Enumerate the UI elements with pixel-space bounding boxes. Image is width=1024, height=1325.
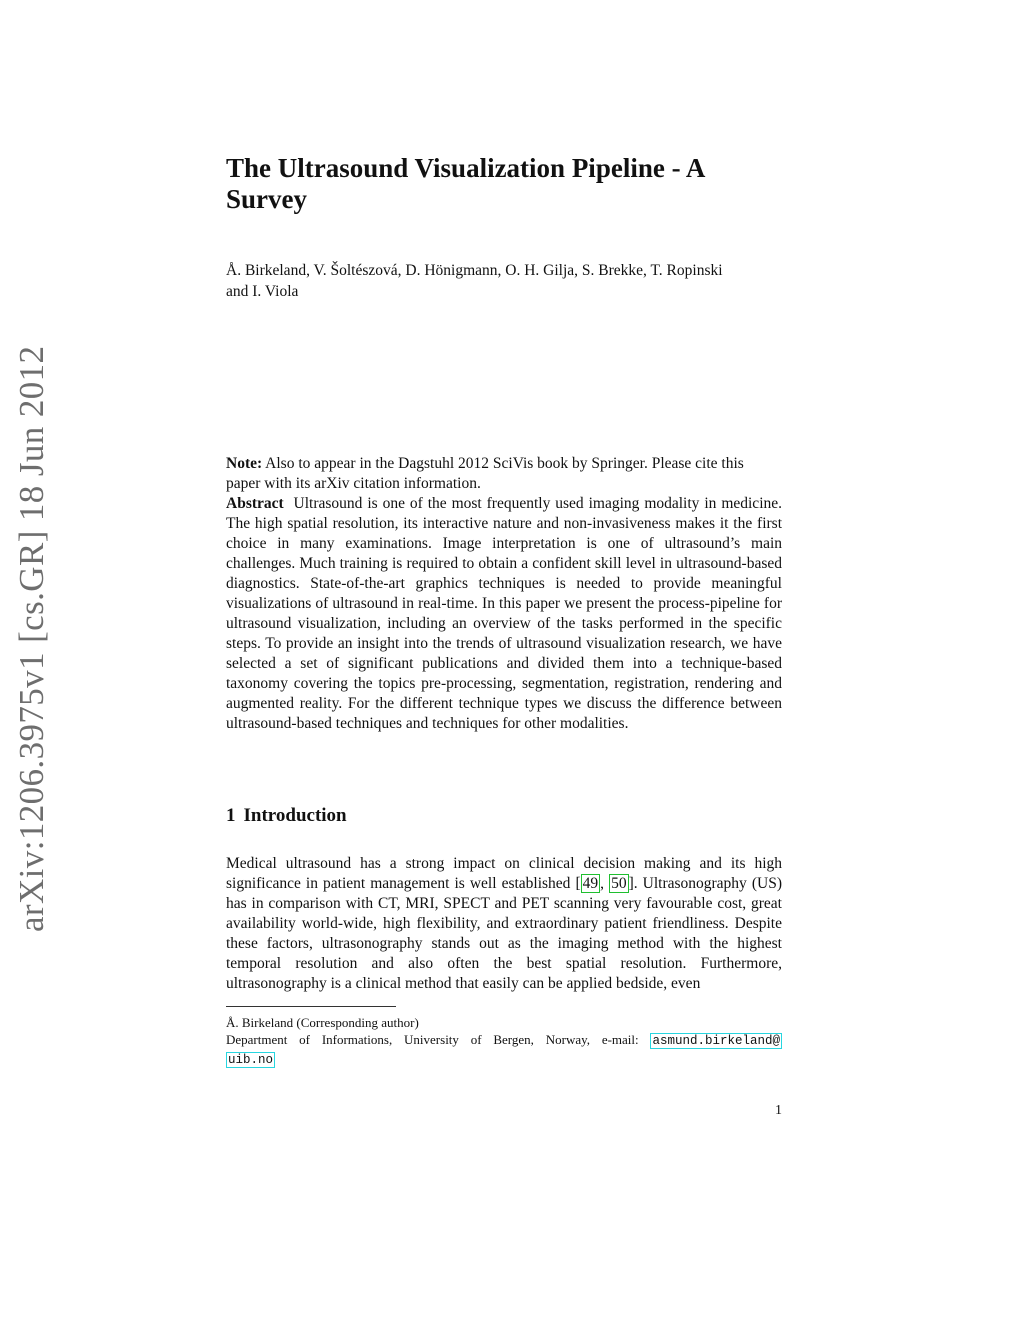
author-list [226, 260, 782, 302]
section-number: 1 [226, 805, 236, 826]
abstract [226, 494, 782, 734]
citation-separator: , [600, 875, 610, 892]
footnote-department: Department of Informations, University of Bergen, Norway, e-mail: [226, 1032, 651, 1047]
title-line-1: The Ultrasound Visualization Pipeline - A [226, 153, 706, 183]
section-title: Introduction [243, 805, 347, 826]
citation-link-50[interactable]: 50 [611, 875, 627, 892]
arxiv-identifier-stamp: arXiv:1206.3975v1 [cs.GR] 18 Jun 2012 [12, 345, 51, 932]
abstract-text: Ultrasound is one of the most frequently used imaging modality in medicine. The high spatial resolution, its interactive nature and non-invasiveness makes it the first choice in many examinations. Image interpretation is one of ultrasound’s main challenges. Much training is required to obtain a confident skill level in ultrasound-based diagnostics. State-of-the-art graphics techniques is needed to provide meaningful visualizations of ultrasound in real-time. In this paper we present the process-pipeline for ultrasound visualization, including an overview of the tasks performed in the specific steps. To provide an insight into the trends of ultrasound visualization research, we have selected a set of significant publications and divided them into a technique-based taxonomy covering the topics pre-processing, segmentation, registration, rendering and augmented reality. For the different technique types we discuss the difference between ultrasound-based techniques and techniques for other modalities. [226, 495, 782, 732]
page-number: 1 [775, 1103, 782, 1118]
footnote-affiliation-line [226, 1031, 782, 1050]
email-link-part-2[interactable]: uib.no [228, 1053, 274, 1067]
footnote-divider [226, 1006, 396, 1007]
section-heading-introduction [226, 804, 782, 828]
citation-link-49[interactable]: 49 [582, 875, 599, 892]
note-text: Also to appear in the Dagstuhl 2012 SciVis book by Springer. Please cite this paper with its arXiv citation information. [226, 455, 744, 492]
footnote-corresponding-author: Å. Birkeland (Corresponding author) [226, 1015, 419, 1030]
paper-title [226, 153, 746, 215]
authors-line-1: Å. Birkeland, V. Šoltészová, D. Hönigmann, O. H. Gilja, S. Brekke, T. Ropinski [226, 262, 723, 279]
title-line-2: Survey [226, 184, 307, 214]
publication-note [226, 454, 782, 494]
email-link-part-1[interactable]: asmund.birkeland@ [652, 1034, 780, 1048]
footnote [226, 1014, 782, 1069]
abstract-label: Abstract [226, 495, 284, 512]
intro-text-before-citations: Medical ultrasound has a strong impact on clinical decision making and its high significance in patient management is well established [ [226, 855, 782, 892]
note-label: Note: [226, 455, 263, 472]
intro-text-after-citations: ]. Ultrasonography (US) has in comparison with CT, MRI, SPECT and PET scanning very favourable cost, great availability world-wide, high flexibility, and extraordinary patient friendliness. Despite these factors, ultrasonography stands out as the imaging method with the highest temporal resolution and also often the best spatial resolution. Furthermore, ultrasonography is a clinical method that easily can be applied bedside, even [226, 875, 782, 992]
authors-line-2: and I. Viola [226, 283, 299, 300]
introduction-paragraph [226, 854, 782, 994]
